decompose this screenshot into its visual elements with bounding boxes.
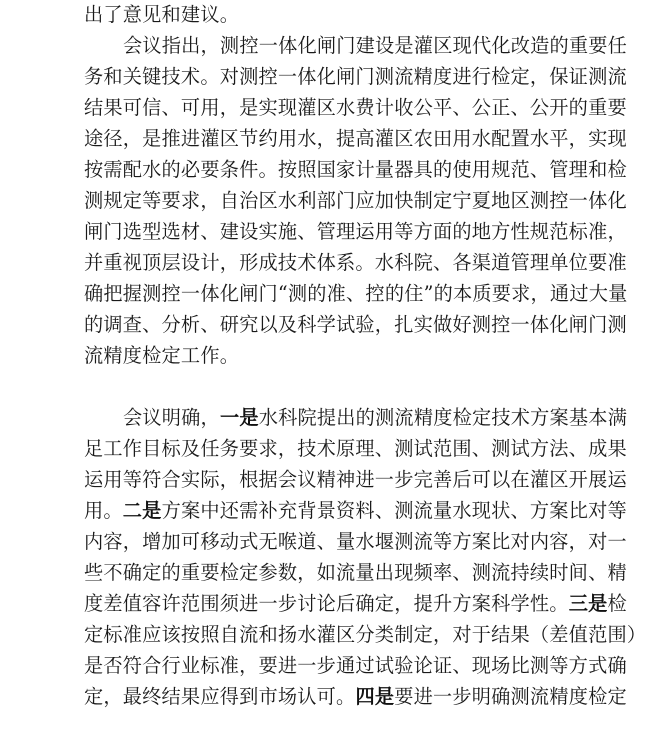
line-text: 是否符合行业标准，要进一步通过试验论证、现场比测等方式确	[84, 654, 627, 677]
line-text: 足工作目标及任务要求，技术原理、测试范围、测试方法、成果	[84, 437, 627, 460]
text-line	[84, 248, 627, 278]
line-text: 结果可信、可用，是实现灌区水费计收公平、公正、公开的重要	[84, 96, 627, 119]
text-line	[84, 62, 627, 92]
line-text: 定标准应该按照自流和扬水灌区分类制定，对于结果（差值范围）	[84, 623, 647, 646]
line-text: 度差值容许范围须进一步讨论后确定，提升方案科学性。	[84, 592, 569, 615]
line-text: 务和关键技术。对测控一体化闸门测流精度进行检定，保证测流	[84, 65, 627, 88]
text-line	[84, 186, 627, 216]
line-text: 内容，增加可移动式无喉道、量水堰测流等方案比对内容，对一	[84, 530, 627, 553]
text-line	[84, 589, 627, 619]
line-text: 途径，是推进灌区节约用水，提高灌区农田用水配置水平，实现	[84, 127, 627, 150]
line-text: 要进一步明确测流精度检定	[394, 685, 627, 708]
line-text: 运用等符合实际，根据会议精神进一步完善后可以在灌区开展运	[84, 468, 627, 491]
item-marker: 二是	[122, 499, 162, 522]
line-text: 测规定等要求，自治区水利部门应加快制定宁夏地区测控一体化	[84, 189, 627, 212]
item-marker: 一是	[219, 406, 259, 429]
text-line	[84, 124, 627, 154]
paragraph-first-line	[123, 31, 628, 61]
text-line	[84, 279, 628, 309]
text-line	[84, 465, 627, 495]
line-text: 流精度检定工作。	[84, 344, 240, 367]
text-line	[84, 651, 627, 681]
line-text: 并重视顶层设计，形成技术体系。水科院、各渠道管理单位要准	[84, 251, 627, 274]
text-line	[84, 0, 584, 30]
line-text: 按需配水的必要条件。按照国家计量器具的使用规范、管理和检	[84, 158, 627, 181]
line-text: 会议指出，测控一体化闸门建设是灌区现代化改造的重要任	[123, 34, 628, 57]
text-line	[84, 341, 584, 371]
line-text: 定，最终结果应得到市场认可。	[84, 685, 356, 708]
line-text: 些不确定的重要检定参数，如流量出现频率、测流持续时间、精	[84, 561, 627, 584]
text-line	[84, 93, 627, 123]
line-text: 会议明确，	[123, 406, 220, 429]
line-text: 确把握测控一体化闸门“测的准、控的住”的本质要求，通过大量	[84, 282, 628, 305]
text-line	[84, 682, 627, 712]
text-line	[84, 527, 627, 557]
paragraph-first-line	[123, 403, 628, 433]
line-text: 出了意见和建议。	[84, 3, 240, 26]
text-line	[84, 155, 627, 185]
line-text: 的调查、分析、研究以及科学试验，扎实做好测控一体化闸门测	[84, 313, 627, 336]
item-marker: 四是	[355, 685, 395, 708]
line-text: 闸门选型选材、建设实施、管理运用等方面的地方性规范标准，	[84, 220, 627, 243]
text-line	[84, 620, 647, 650]
text-line	[84, 217, 627, 247]
line-text: 水科院提出的测流精度检定技术方案基本满	[258, 406, 628, 429]
text-line	[84, 310, 627, 340]
text-line	[84, 496, 627, 526]
item-marker: 三是	[568, 592, 608, 615]
text-line	[84, 434, 627, 464]
line-text: 方案中还需补充背景资料、测流量水现状、方案比对等	[161, 499, 627, 522]
text-line	[84, 558, 627, 588]
line-text: 用。	[84, 499, 123, 522]
line-text: 检	[607, 592, 627, 615]
